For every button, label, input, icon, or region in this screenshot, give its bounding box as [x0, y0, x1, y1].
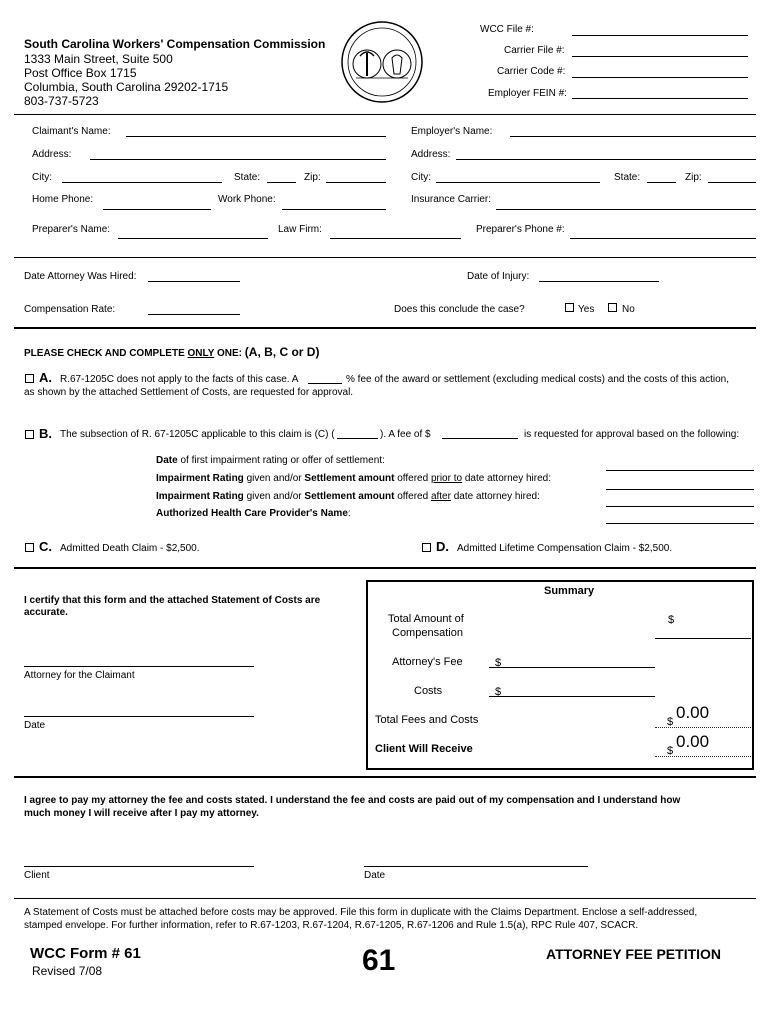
costs-dollar: $ [495, 686, 502, 698]
option-b-after-field[interactable] [606, 506, 754, 507]
preparer-phone-label: Preparer's Phone #: [476, 224, 565, 235]
costs-label: Costs [414, 685, 443, 697]
total-comp-label-2: Compensation [392, 627, 463, 639]
insurance-carrier-label: Insurance Carrier: [411, 194, 492, 205]
claimant-state-field[interactable] [267, 182, 296, 183]
work-phone-field[interactable] [282, 209, 386, 210]
agreement-text-2: much money I will receive after I pay my attorney. [24, 808, 259, 819]
option-b-date-line: Date of first impairment rating or offer of settlement: [156, 455, 385, 466]
claimant-address-label: Address: [32, 149, 72, 160]
option-b-prior-field[interactable] [606, 489, 754, 490]
agency-name: South Carolina Workers' Compensation Commission [24, 37, 326, 51]
total-fees-label: Total Fees and Costs [375, 714, 479, 726]
client-receive-dollar: $ [667, 745, 674, 757]
date-of-injury-label: Date of Injury: [467, 271, 530, 282]
agency-pobox: Post Office Box 1715 [24, 66, 137, 80]
carrier-file-field[interactable] [572, 56, 748, 57]
form-title: ATTORNEY FEE PETITION [546, 946, 722, 962]
agency-city: Columbia, South Carolina 29202-1715 [24, 80, 229, 94]
preparer-name-label: Preparer's Name: [32, 224, 111, 235]
total-comp-dollar: $ [668, 614, 675, 626]
option-c-text: Admitted Death Claim - $2,500. [60, 543, 200, 554]
no-label: No [622, 304, 635, 315]
option-a-letter: A. [39, 370, 52, 385]
claimant-address-field[interactable] [90, 159, 386, 160]
employer-city-field[interactable] [436, 182, 600, 183]
employer-name-label: Employer's Name: [411, 126, 493, 137]
summary-title: Summary [544, 585, 595, 597]
option-a-text2: % fee of the award or settlement (excluding medical costs) and the costs of this action, [346, 374, 729, 385]
section-divider-3 [14, 567, 756, 569]
option-b-after-line: Impairment Rating given and/or Settlement amount offered after date attorney hired: [156, 491, 540, 502]
option-b-text1: The subsection of R. 67-1205C applicable to this claim is (C) ( [60, 429, 335, 440]
option-b-letter: B. [39, 426, 52, 441]
agency-phone: 803-737-5723 [24, 94, 99, 108]
claimant-city-label: City: [32, 172, 52, 183]
carrier-code-field[interactable] [572, 77, 748, 78]
claimant-state-label: State: [234, 172, 261, 183]
form-revised: Revised 7/08 [32, 964, 103, 978]
home-phone-field[interactable] [103, 209, 211, 210]
wcc-file-label: WCC File #: [480, 24, 534, 35]
client-receive-field [655, 756, 751, 757]
client-date-label: Date [364, 870, 386, 881]
option-d-letter: D. [436, 539, 449, 554]
work-phone-label: Work Phone: [218, 194, 276, 205]
client-receive-value: 0.00 [676, 732, 710, 751]
carrier-file-label: Carrier File #: [504, 45, 565, 56]
attorney-fee-dollar: $ [495, 657, 502, 669]
home-phone-label: Home Phone: [32, 194, 94, 205]
footer-note-2: stamped envelope. For further information, refer to R.67-1203, R.67-1204, R.67-1205, R.67-1206 and Rule 1.5(a), RPC Rule 407, SCACR. [24, 920, 639, 931]
employer-fein-label: Employer FEIN #: [488, 88, 567, 99]
claimant-city-field[interactable] [62, 182, 222, 183]
attorney-date-label: Date [24, 720, 46, 731]
compensation-rate-label: Compensation Rate: [24, 304, 116, 315]
yes-label: Yes [578, 304, 595, 315]
carrier-code-label: Carrier Code #: [497, 66, 566, 77]
option-c-checkbox[interactable] [25, 543, 34, 554]
option-a-checkbox[interactable] [25, 374, 34, 385]
date-attorney-hired-field[interactable] [148, 281, 240, 282]
client-label: Client [24, 870, 50, 881]
agreement-text: I agree to pay my attorney the fee and costs stated. I understand the fee and costs are paid out of my compensation and I understand how [24, 795, 681, 806]
employer-state-field[interactable] [647, 182, 676, 183]
conclude-case-label: Does this conclude the case? [394, 304, 525, 315]
employer-address-label: Address: [411, 149, 451, 160]
section-divider-1 [14, 257, 756, 258]
yes-checkbox[interactable] [565, 303, 574, 314]
attorney-fee-field[interactable] [489, 667, 655, 668]
total-fees-value: 0.00 [676, 703, 710, 722]
section-divider-4 [14, 776, 756, 778]
option-a-text1: R.67-1205C does not apply to the facts of this case. A [60, 374, 299, 385]
date-attorney-hired-label: Date Attorney Was Hired: [24, 271, 137, 282]
employer-zip-field[interactable] [708, 182, 756, 183]
claimant-name-field[interactable] [126, 136, 386, 137]
client-date-field[interactable] [364, 866, 588, 867]
total-fees-field [655, 727, 751, 728]
state-seal-icon [340, 20, 424, 104]
option-b-fee-field[interactable] [442, 438, 518, 439]
option-b-prior-line: Impairment Rating given and/or Settlement amount offered prior to date attorney hired: [156, 473, 552, 484]
client-signature-field[interactable] [24, 866, 254, 867]
option-b-provider-field[interactable] [606, 523, 754, 524]
claimant-zip-field[interactable] [326, 182, 386, 183]
option-b-date-field[interactable] [606, 470, 754, 471]
wcc-file-field[interactable] [572, 35, 748, 36]
certify-statement: I certify that this form and the attached Statement of Costs are [24, 595, 321, 606]
attorney-label: Attorney for the Claimant [24, 670, 135, 681]
total-comp-label: Total Amount of [388, 613, 464, 625]
option-b-subsection-field[interactable] [337, 438, 378, 439]
option-b-text2: ). A fee of $ [380, 429, 431, 440]
option-a-percent-field[interactable] [308, 383, 342, 384]
employer-state-label: State: [614, 172, 641, 183]
form-number: 61 [362, 944, 396, 977]
form-name: WCC Form # 61 [30, 945, 141, 962]
client-receive-label: Client Will Receive [375, 743, 473, 755]
total-fees-dollar: $ [667, 716, 674, 728]
total-comp-field[interactable] [655, 638, 751, 639]
law-firm-label: Law Firm: [278, 224, 322, 235]
option-b-checkbox[interactable] [25, 430, 34, 441]
header-divider [14, 114, 756, 115]
attorney-date-field[interactable] [24, 716, 254, 717]
section-divider-2 [14, 327, 756, 329]
no-checkbox[interactable] [608, 303, 617, 314]
section-divider-5 [14, 898, 756, 899]
claimant-zip-label: Zip: [304, 172, 321, 183]
claimant-name-label: Claimant's Name: [32, 126, 111, 137]
option-a-text3: as shown by the attached Settlement of Costs, are requested for approval. [24, 387, 354, 398]
compensation-rate-field[interactable] [148, 314, 240, 315]
agency-street: 1333 Main Street, Suite 500 [24, 52, 173, 66]
options-instruction: PLEASE CHECK AND COMPLETE ONLY ONE: (A, B, C or D) [24, 345, 320, 359]
option-d-checkbox[interactable] [422, 543, 431, 554]
option-b-provider-line: Authorized Health Care Provider's Name: [156, 508, 351, 519]
law-firm-field[interactable] [330, 238, 461, 239]
employer-fein-field[interactable] [572, 98, 748, 99]
costs-field[interactable] [489, 696, 655, 697]
preparer-name-field[interactable] [118, 238, 268, 239]
insurance-carrier-field[interactable] [496, 209, 756, 210]
certify-statement-2: accurate. [24, 607, 68, 618]
employer-zip-label: Zip: [685, 172, 702, 183]
employer-name-field[interactable] [510, 136, 756, 137]
option-d-text: Admitted Lifetime Compensation Claim - $2,500. [457, 543, 673, 554]
attorney-fee-label: Attorney's Fee [392, 656, 463, 668]
employer-address-field[interactable] [456, 159, 756, 160]
employer-city-label: City: [411, 172, 431, 183]
option-b-text3: is requested for approval based on the following: [524, 429, 740, 440]
footer-note: A Statement of Costs must be attached before costs may be approved. File this form in duplicate with the Claims Department. Enclose a self-addressed, [24, 907, 698, 918]
attorney-signature-field[interactable] [24, 666, 254, 667]
preparer-phone-field[interactable] [570, 238, 756, 239]
date-of-injury-field[interactable] [539, 281, 659, 282]
option-c-letter: C. [39, 539, 52, 554]
